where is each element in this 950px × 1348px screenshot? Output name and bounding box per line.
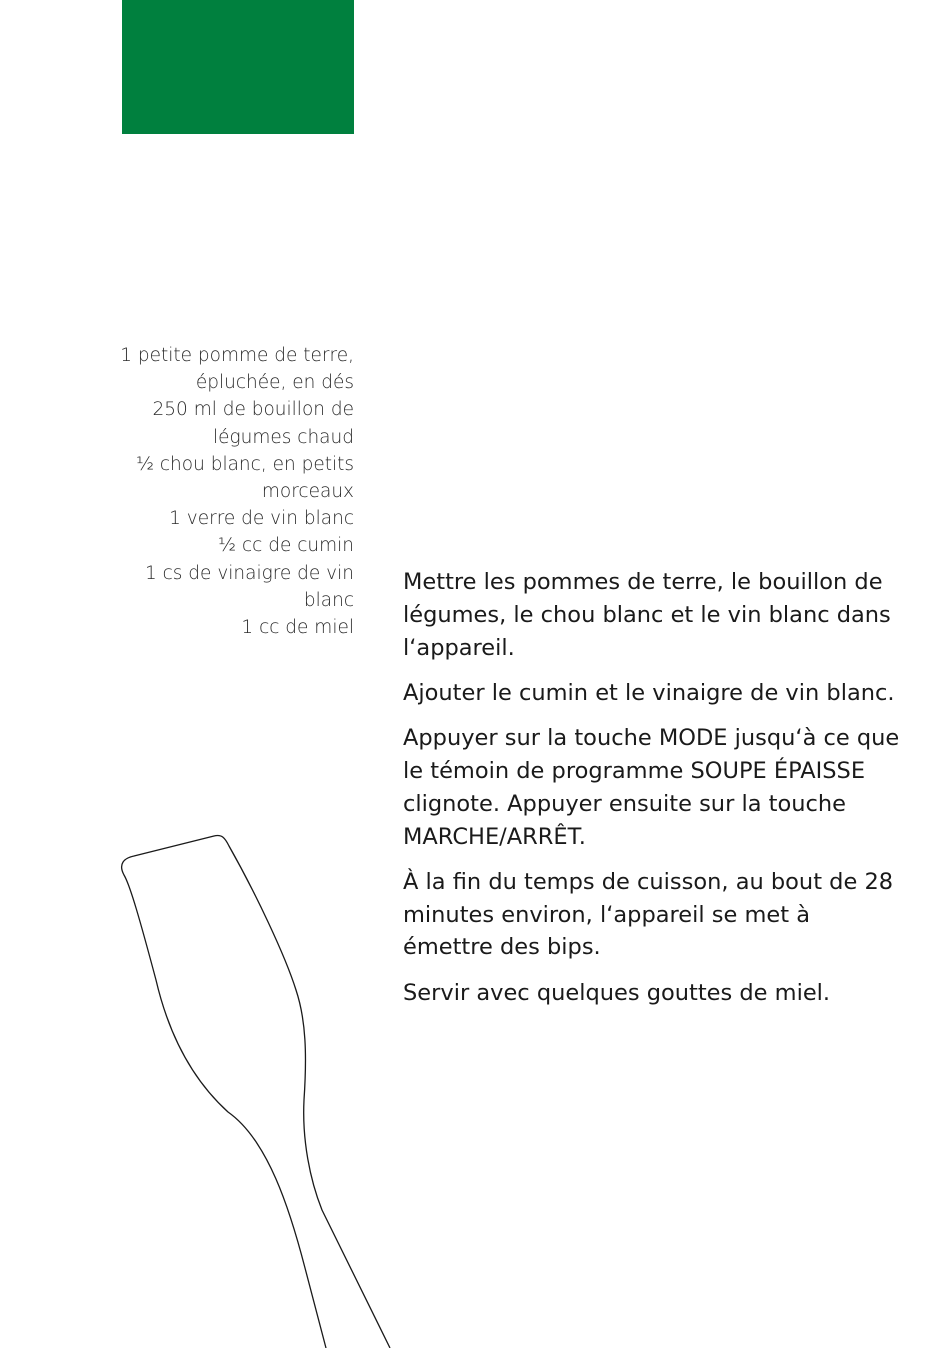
ingredient-item: 250 ml de bouillon de légumes chaud [152, 399, 354, 448]
instruction-step: Ajouter le cumin et le vinaigre de vin blanc. [403, 679, 895, 706]
instructions [403, 566, 903, 1022]
spatula-outline [122, 835, 390, 1348]
instruction-step: À la fin du temps de cuisson, au bout de 28 minutes environ, l‘appareil se met à émettre des bips. [403, 868, 894, 961]
instruction-step: Mettre les pommes de terre, le bouillon de légumes, le chou blanc et le vin blanc dans l‘appareil. [403, 569, 891, 661]
ingredient-item: 1 cs de vinaigre de vin blanc [144, 562, 354, 611]
ingredient-item: 1 cc de miel [241, 617, 354, 639]
ingredient-item: 1 verre de vin blanc [169, 508, 354, 530]
green-color-block [122, 0, 354, 134]
ingredients-list [100, 342, 354, 641]
instruction-step: Servir avec quelques gouttes de miel. [403, 979, 831, 1006]
ingredient-item: ½ cc de cumin [218, 535, 354, 557]
ingredient-item: 1 petite pomme de terre, épluchée, en dés [120, 345, 354, 394]
instruction-step: Appuyer sur la touche MODE jusqu‘à ce que le témoin de programme SOUPE ÉPAISSE clignote. Appuyer ensuite sur la touche MARCHE/ARRÊT. [403, 725, 900, 850]
ingredient-item: ½ chou blanc, en petits morceaux [136, 453, 354, 503]
